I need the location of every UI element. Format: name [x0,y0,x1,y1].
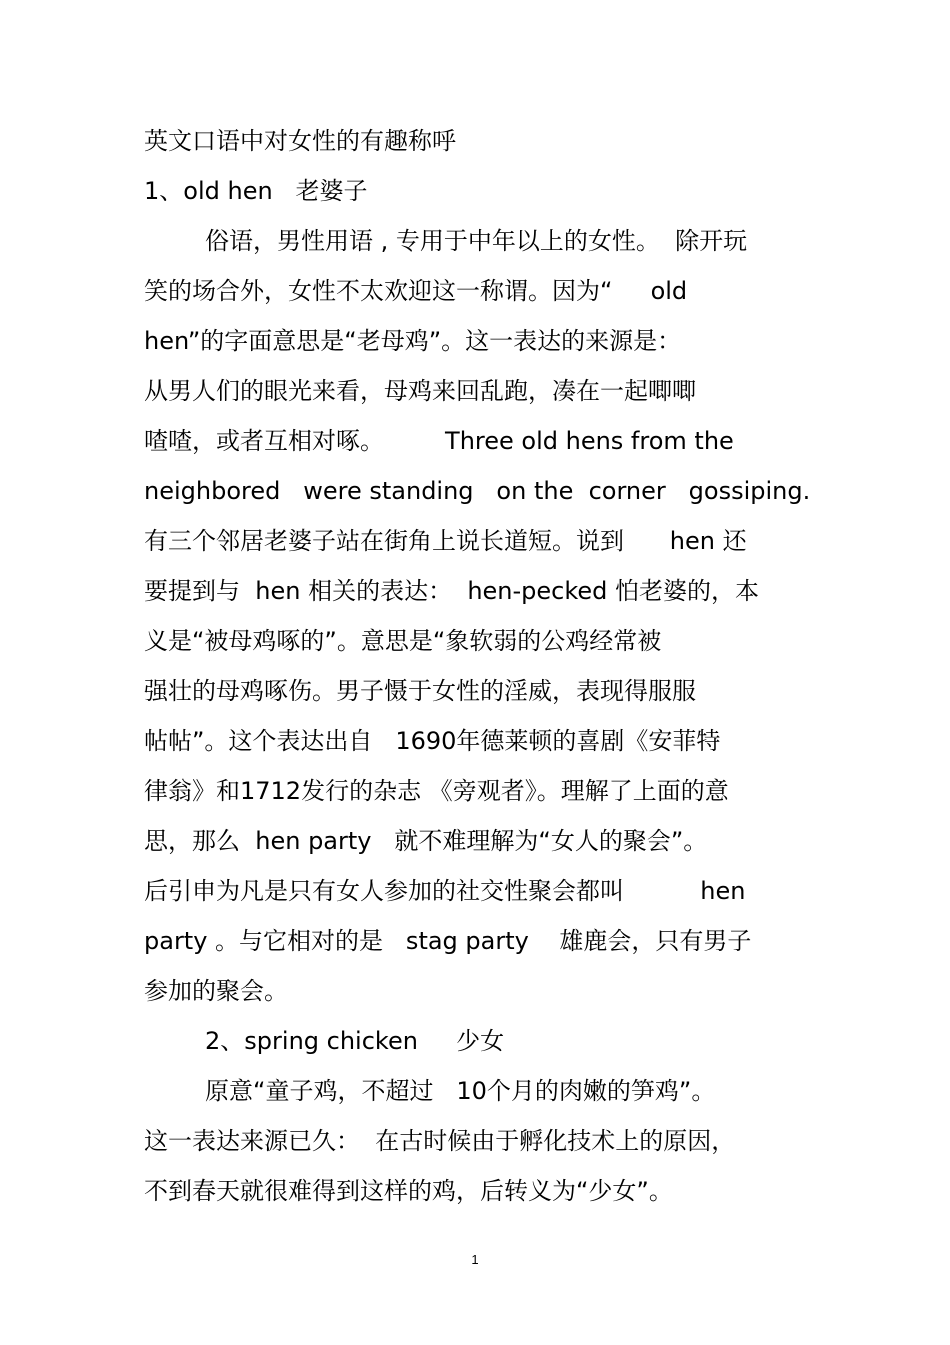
body-text-line: party 。与它相对的是 stag party 雄鹿会，只有男子 [144,927,752,955]
body-text-line: 强壮的母鸡啄伤。男子慑于女性的淫威，表现得服服 [144,677,696,705]
section-heading-spring-chicken: 2、spring chicken 少女 [144,1027,505,1055]
body-text-line: 这一表达来源已久： 在古时候由于孵化技术上的原因， [144,1127,736,1155]
body-text-line: 帖帖”。这个表达出自 1690年德莱顿的喜剧《安菲特 [144,727,721,755]
body-text-line: 后引申为凡是只有女人参加的社交性聚会都叫 hen [144,877,746,905]
body-text-line: 思，那么 hen party 就不难理解为“女人的聚会”。 [144,827,708,855]
section-heading-old-hen: 1、old hen 老婆子 [144,177,368,205]
body-text-line: hen”的字面意思是“老母鸡”。这一表达的来源是： [144,327,682,355]
document-title: 英文口语中对女性的有趣称呼 [144,127,456,155]
body-text-line: 律翁》和1712发行的杂志 《旁观者》。理解了上面的意 [144,777,729,805]
body-text-line: 要提到与 hen 相关的表达： hen-pecked 怕老婆的，本 [144,577,760,605]
body-text-line: 喳喳，或者互相对啄。 Three old hens from the [144,427,734,455]
body-text-line: 有三个邻居老婆子站在街角上说长道短。说到 hen 还 [144,527,747,555]
body-text-line: 笑的场合外，女性不太欢迎这一称谓。因为“ old [144,277,688,305]
body-text-line: 义是“被母鸡啄的”。意思是“象软弱的公鸡经常被 [144,627,662,655]
body-text-line: 原意“童子鸡，不超过 10个月的肉嫩的笋鸡”。 [144,1077,716,1105]
body-text-line: 从男人们的眼光来看，母鸡来回乱跑，凑在一起唧唧 [144,377,696,405]
page-number: 1 [471,1252,479,1267]
body-text-line: 参加的聚会。 [144,977,288,1005]
body-text-line: neighbored were standing on the corner gossiping. [144,477,811,505]
body-text-line: 俗语，男性用语 , 专用于中年以上的女性。 除开玩 [144,227,748,255]
body-text-line: 不到春天就很难得到这样的鸡，后转义为“少女”。 [144,1177,673,1205]
